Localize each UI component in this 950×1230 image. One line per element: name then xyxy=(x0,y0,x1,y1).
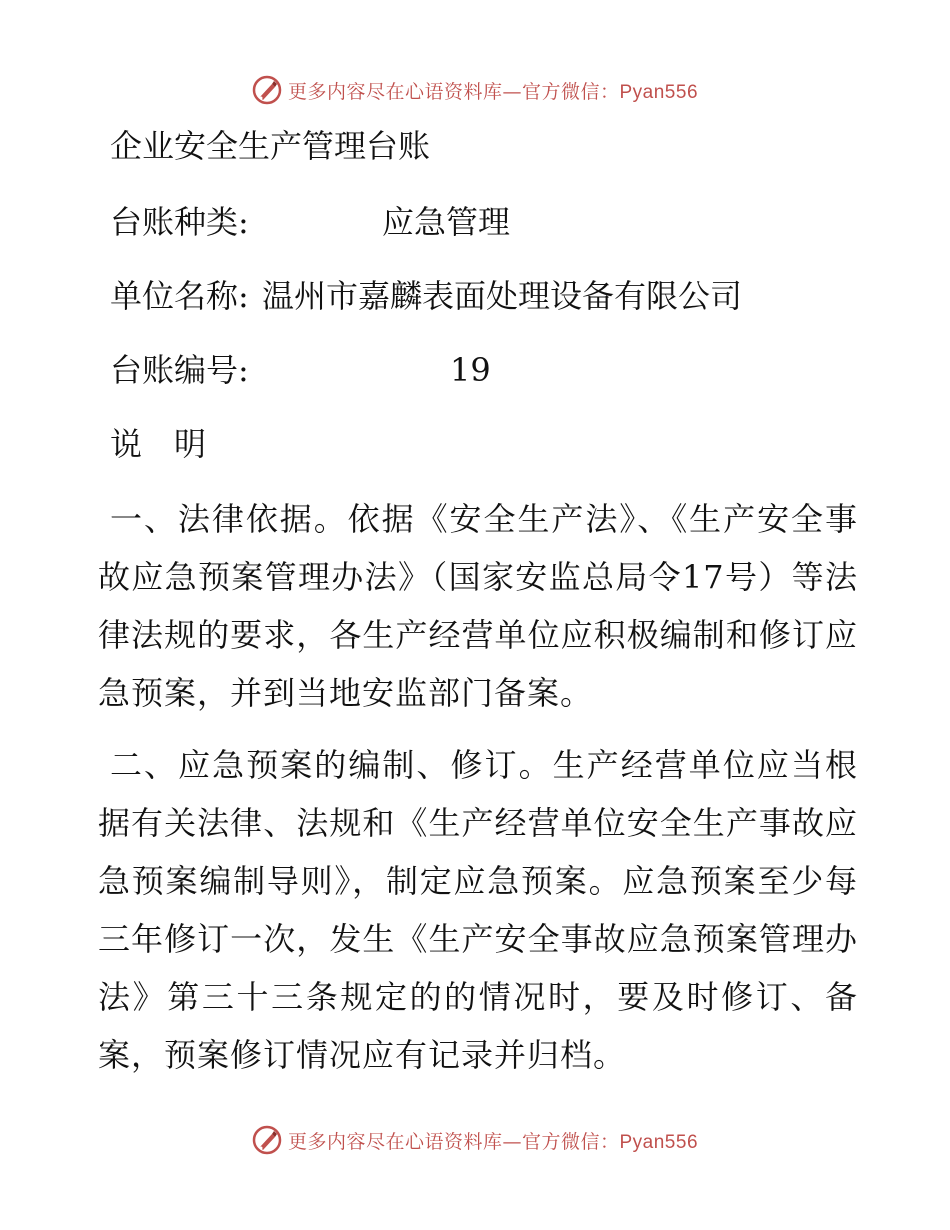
field-label-ledger-number: 台账编号: xyxy=(110,351,249,389)
field-value-ledger-type: 应急管理 xyxy=(382,203,511,241)
banner-wechat-label: 官方微信： xyxy=(521,1130,620,1153)
banner-text xyxy=(288,1127,698,1154)
banner-wechat-label: 官方微信： xyxy=(521,80,620,103)
paragraph-legal-basis: 一、法律依据。依据《安全生产法》、《生产安全事故应急预案管理办法》（国家安监总局令17号）等法律法规的要求，各生产经营单位应积极编制和修订应急预案，并到当地安监部门备案。 xyxy=(98,500,858,712)
header-banner xyxy=(0,70,950,110)
field-label-ledger-type: 台账种类: xyxy=(110,203,249,241)
banner-wechat-id: Pyan556 xyxy=(619,1131,699,1153)
page-title: 企业安全生产管理台账 xyxy=(110,127,431,165)
banner-separator: — xyxy=(502,80,522,103)
section-heading: 说 明 xyxy=(110,425,207,463)
banner-text xyxy=(288,77,698,104)
banner-separator: — xyxy=(502,1130,522,1153)
field-value-company-name: 温州市嘉麟表面处理设备有限公司 xyxy=(262,277,743,315)
footer-banner xyxy=(0,1120,950,1160)
pen-logo-icon xyxy=(252,75,282,105)
paragraph-plan-revision: 二、应急预案的编制、修订。生产经营单位应当根据有关法律、法规和《生产经营单位安全生产事故应急预案编制导则》，制定应急预案。应急预案至少每三年修订一次，发生《生产安全事故应急预案管理办法》第三十三条规定的的情况时，要及时修订、备案，预案修订情况应有记录并归档。 xyxy=(98,746,858,1074)
banner-wechat-id: Pyan556 xyxy=(619,81,699,103)
field-label-company-name: 单位名称: xyxy=(110,277,249,315)
pen-logo-icon xyxy=(252,1125,282,1155)
banner-library-name: 更多内容尽在心语资料库 xyxy=(287,80,503,103)
banner-library-name: 更多内容尽在心语资料库 xyxy=(287,1130,503,1153)
field-value-ledger-number: 19 xyxy=(450,351,491,389)
